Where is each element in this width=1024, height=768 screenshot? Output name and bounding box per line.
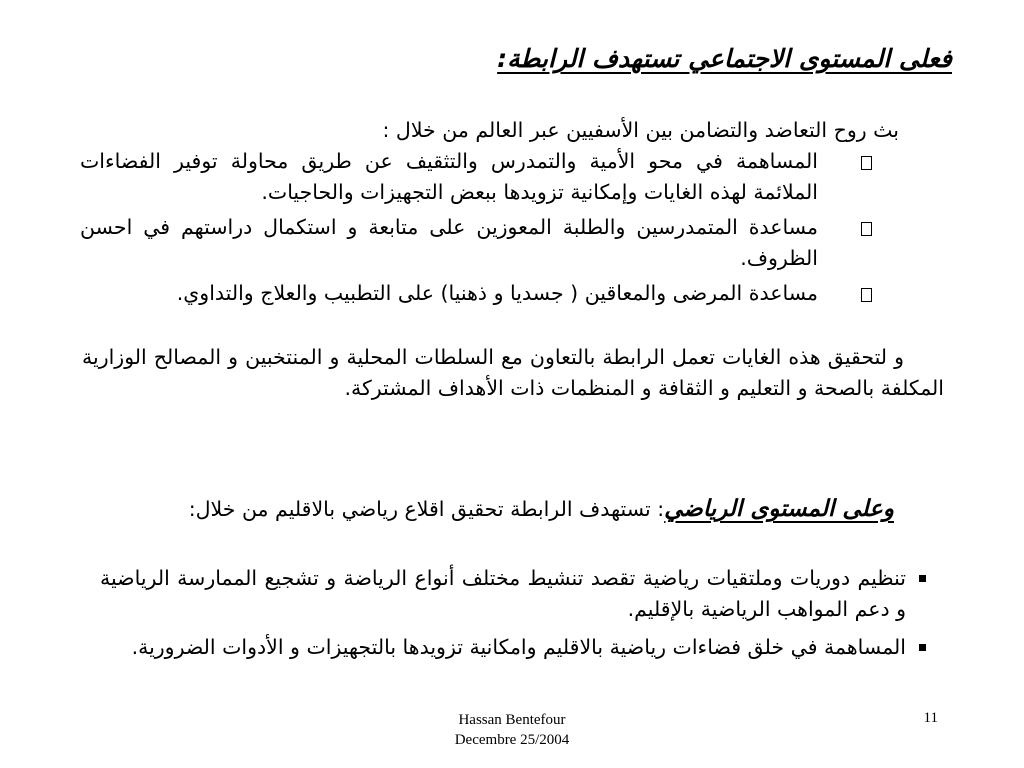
section-heading-social: فعلى المستوى الاجتماعي تستهدف الرابطة: — [497, 44, 952, 73]
list-item — [80, 146, 880, 208]
list-item-text: مساعدة المرضى والمعاقين ( جسديا و ذهنيا) على التطبيب والعلاج والتداوي. — [176, 281, 818, 305]
square-bullet-icon — [919, 644, 926, 651]
list-item-text: المساهمة في خلق فضاءات رياضية بالاقليم وامكانية تزويدها بالتجهيزات و الأدوات الضرورية. — [131, 635, 906, 659]
list-item — [80, 278, 880, 309]
footer-author: Hassan Bentefour — [458, 712, 566, 728]
section-heading-sport-line — [189, 496, 894, 522]
slide-footer — [412, 710, 612, 750]
checkbox-bullet-icon — [861, 156, 872, 170]
section-heading-sport-rest: : تستهدف الرابطة تحقيق اقلاع رياضي بالاقليم من خلال: — [188, 497, 665, 521]
list-item-text: مساعدة المتمدرسين والطلبة المعوزين على متابعة و استكمال دراستهم في احسن الظروف. — [80, 215, 818, 270]
square-bullet-icon — [919, 575, 926, 582]
list-item — [100, 632, 930, 663]
list-item-text: تنظيم دوريات وملتقيات رياضية تقصد تنشيط مختلف أنواع الرياضة و تشجيع الممارسة الرياضية و دعم المواهب الرياضية بالإقليم. — [100, 566, 906, 621]
section-closing-paragraph: و لتحقيق هذه الغايات تعمل الرابطة بالتعاون مع السلطات المحلية و المنتخبين و المصالح الوزارية المكلفة بالصحة و التعليم و الثقافة و المنظمات ذات الأهداف المشتركة. — [82, 345, 944, 400]
page-number: 11 — [923, 710, 938, 726]
list-item — [80, 212, 880, 274]
list-item — [100, 563, 930, 625]
section-intro: بث روح التعاضد والتضامن بين الأسفيين عبر العالم من خلال : — [382, 118, 899, 142]
checkbox-bullet-icon — [861, 222, 872, 236]
footer-date: Decembre 25/2004 — [454, 732, 570, 748]
list-item-text: المساهمة في محو الأمية والتمدرس والتثقيف عن طريق محاولة توفير الفضاءات الملائمة لهذه الغايات وإمكانية تزويدها ببعض التجهيزات والحاجيات. — [80, 149, 818, 204]
checkbox-bullet-icon — [861, 288, 872, 302]
section-heading-sport: وعلى المستوى الرياضي — [664, 496, 894, 522]
